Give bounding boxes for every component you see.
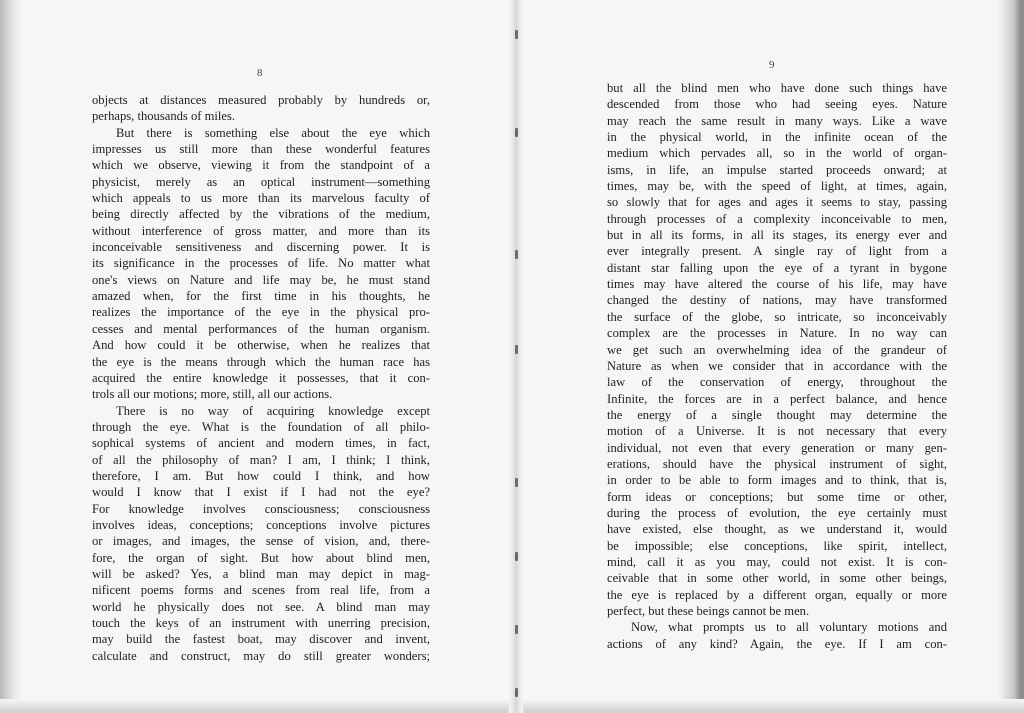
- text-line: perhaps, thousands of miles.: [92, 109, 236, 124]
- text-line: which we observe, viewing it from the standpoint of a: [92, 158, 430, 173]
- book-gutter: [509, 0, 523, 713]
- text-line: complex are the processes in Nature. In no way can: [607, 326, 947, 341]
- right-page-edge-shadow: [996, 0, 1024, 713]
- text-line: so slowly that for ages and ages it seems to stay, passing: [607, 195, 947, 210]
- text-line: world he physically does not see. A blind man may: [92, 599, 430, 614]
- paragraph: [92, 403, 430, 665]
- text-line: but in all its forms, in all its stages, its energy ever and: [607, 228, 947, 243]
- text-line: have existed, else thought, as we understand it, would: [607, 522, 947, 537]
- text-line: inconceivable sensitiveness and discerning power. It is: [92, 240, 430, 255]
- binding-stitch: [515, 345, 518, 354]
- text-line: acquired the entire knowledge it possesses, that it con-: [92, 370, 430, 385]
- binding-stitch: [515, 30, 518, 39]
- paragraph: [607, 619, 947, 652]
- text-line: mind, call it as you may, could not exist. It is con-: [607, 554, 947, 569]
- right-page-text: [607, 80, 947, 652]
- text-line: motion of a Universe. It is not necessary that every: [607, 424, 947, 439]
- paragraph: [92, 92, 430, 125]
- text-line: being directly affected by the vibrations of the medium,: [92, 207, 430, 222]
- text-line: calculate and construct, may do still greater wonders;: [92, 648, 430, 663]
- text-line: ever integrally present. A single ray of light from a: [607, 244, 947, 259]
- text-line: changed the destiny of nations, may have transformed: [607, 293, 947, 308]
- text-line: touch the keys of an instrument with unerring precision,: [92, 616, 430, 630]
- right-page-number: 9: [769, 59, 775, 71]
- text-line: the eye is the means through which the human race has: [92, 354, 430, 369]
- text-line: times may have altered the course of his life, may have: [607, 277, 947, 292]
- text-line: in order to be able to form images and to think, that is,: [607, 473, 947, 488]
- text-line: would I know that I exist if I had not the eye?: [92, 485, 430, 500]
- text-line: in the physical world, in the infinite ocean of the: [607, 130, 947, 145]
- text-line: isms, in life, an impulse started proceeds onward; at: [607, 162, 947, 177]
- text-line: ceivable that in some other world, in some other beings,: [607, 571, 947, 586]
- text-line: through processes of a complexity inconceivable to men,: [607, 211, 947, 226]
- text-line: one's views on Nature and life may be, he must stand: [92, 272, 430, 287]
- text-line: impresses us still more than these wonderful features: [92, 142, 430, 157]
- text-line: of all the philosophy of man? I am, I think; I think,: [92, 452, 430, 467]
- text-line: or images, and images, the sense of vision, and, there-: [92, 534, 430, 549]
- text-line: the eye is replaced by a different organ, equally or more: [607, 587, 947, 602]
- text-line: Now, what prompts us to all voluntary motions and: [631, 620, 947, 635]
- text-line: which appeals to us more than its marvelous faculty of: [92, 191, 430, 206]
- text-line: And how could it be otherwise, when he realizes that: [92, 338, 430, 353]
- text-line: therefore, I am. But how could I think, and how: [92, 468, 430, 483]
- text-line: nificent poems forms and scenes from real life, from a: [92, 583, 430, 598]
- text-line: objects at distances measured probably by hundreds or,: [92, 93, 430, 107]
- binding-stitch: [515, 625, 518, 634]
- text-line: realizes the importance of the eye in the physical pro-: [92, 305, 430, 320]
- text-line: actions of any kind? Again, the eye. If I am con-: [607, 636, 947, 651]
- text-line: but all the blind men who have done such things have: [607, 81, 947, 95]
- text-line: medium which pervades all, so in the world of organ-: [607, 146, 947, 161]
- text-line: may reach the same result in many ways. Like a wave: [607, 113, 947, 128]
- text-line: individual, not even that every generation or many gen-: [607, 440, 947, 455]
- left-page-text: [92, 92, 430, 664]
- left-page-edge-shadow: [0, 0, 22, 713]
- left-page-number: 8: [257, 67, 263, 79]
- text-line: trols all our motions; more, still, all our actions.: [92, 387, 333, 402]
- text-line: For knowledge involves consciousness; consciousness: [92, 501, 430, 516]
- binding-stitch: [515, 250, 518, 259]
- binding-stitch: [515, 552, 518, 561]
- text-line: There is no way of acquiring knowledge except: [116, 403, 430, 418]
- text-line: its significance in the processes of life. No matter what: [92, 256, 430, 271]
- text-line: times, may be, with the speed of light, at times, again,: [607, 179, 947, 194]
- text-line: during the process of evolution, the eye certainly must: [607, 505, 947, 520]
- text-line: cesses and mental performances of the human organism.: [92, 321, 430, 336]
- binding-stitch: [515, 478, 518, 487]
- text-line: the surface of the globe, so intricate, so inconceivably: [607, 309, 947, 324]
- text-line: But there is something else about the eye which: [116, 125, 430, 140]
- binding-stitch: [515, 128, 518, 137]
- text-line: erations, should have the physical instrument of sight,: [607, 456, 947, 471]
- text-line: physicist, merely as an optical instrument—something: [92, 174, 430, 189]
- text-line: be impossible; else conceptions, like spirit, intellect,: [607, 538, 947, 553]
- text-line: Nature as when we consider that in accordance with the: [607, 358, 947, 373]
- text-line: we get such an overwhelming idea of the grandeur of: [607, 342, 947, 357]
- paragraph: [607, 80, 947, 619]
- text-line: descended from those who had seeing eyes. Nature: [607, 97, 947, 112]
- binding-stitch: [515, 688, 518, 697]
- paragraph: [92, 125, 430, 403]
- text-line: form ideas or conceptions; but some time or other,: [607, 489, 947, 504]
- text-line: Infinite, the forces are in a perfect balance, and hence: [607, 391, 947, 406]
- text-line: perfect, but these beings cannot be men.: [607, 604, 810, 618]
- text-line: the energy of a single thought may determine the: [607, 407, 947, 422]
- text-line: through the eye. What is the foundation of all philo-: [92, 419, 430, 434]
- text-line: without interference of gross matter, and more than its: [92, 223, 430, 238]
- text-line: distant star falling upon the eye of a tyrant in bygone: [607, 260, 947, 275]
- text-line: sophical systems of ancient and modern times, in fact,: [92, 436, 430, 451]
- text-line: law of the conservation of energy, throughout the: [607, 375, 947, 390]
- text-line: fore, the organ of sight. But how about blind men,: [92, 550, 430, 565]
- text-line: involves ideas, conceptions; conceptions involve pictures: [92, 517, 430, 532]
- text-line: amazed when, for the first time in his thoughts, he: [92, 289, 430, 304]
- text-line: may build the fastest boat, may discover and invent,: [92, 632, 430, 647]
- text-line: will be asked? Yes, a blind man may depict in mag-: [92, 566, 430, 581]
